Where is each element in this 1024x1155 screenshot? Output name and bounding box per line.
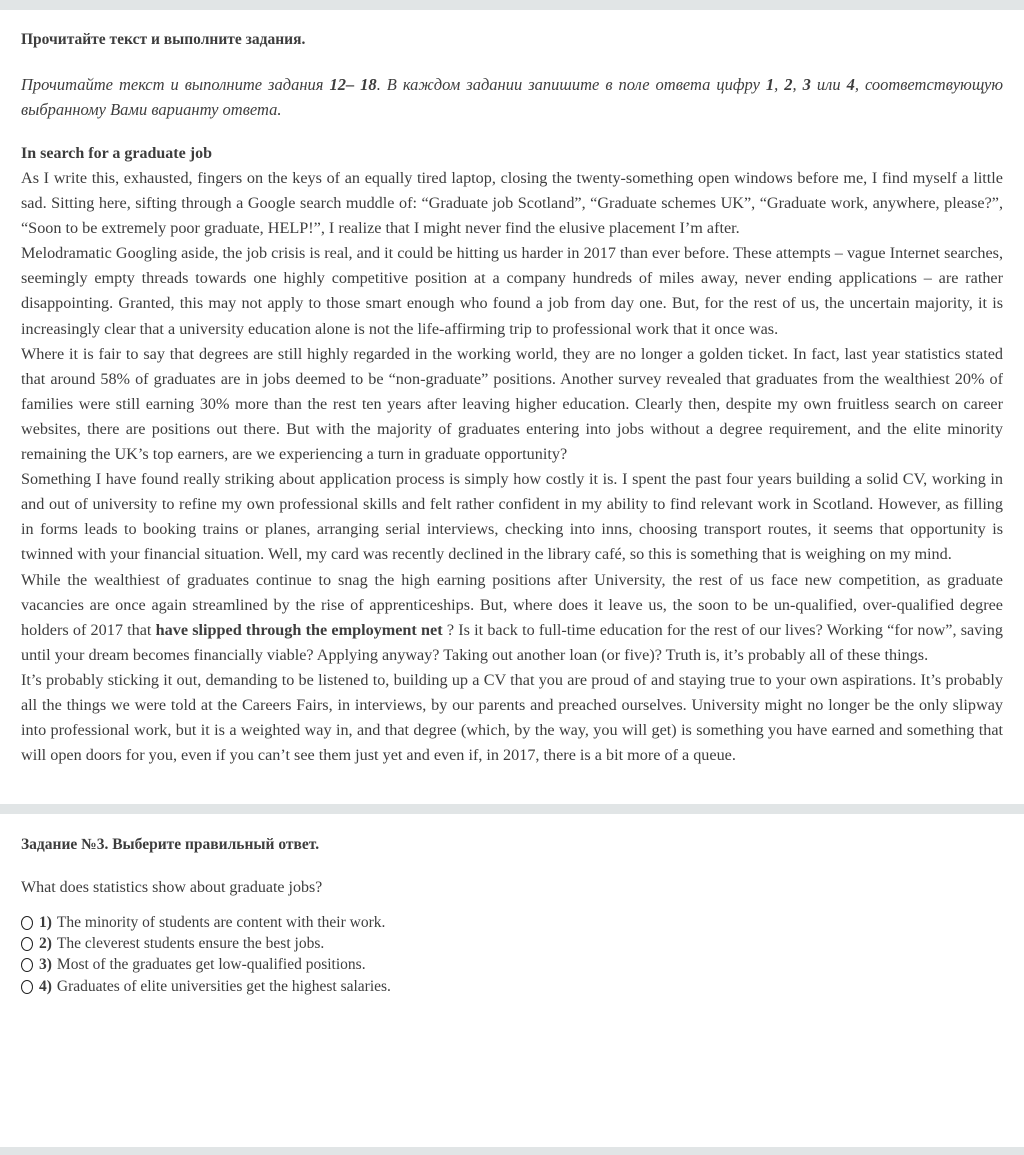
bottom-divider-bar bbox=[0, 1147, 1024, 1155]
radio-button-4[interactable] bbox=[21, 980, 33, 994]
option-number: 2) bbox=[39, 935, 52, 953]
answer-options bbox=[21, 912, 1003, 997]
option-label: Most of the graduates get low-qualified positions. bbox=[56, 956, 366, 974]
passage-paragraph: Something I have found really striking about application process is simply how costly it is. I spent the past four years building a solid CV, working in and out of university to refine my own professional skills and felt rather confident in my ability to find relevant work in Scotland. However, as filling in forms leads to booking trains or planes, arranging serial interviews, checking into inns, choosing transport routes, it seems that opportunity is twinned with your financial situation. Well, my card was recently declined in the library café, so this is something that is weighing on my mind. bbox=[21, 470, 1003, 564]
radio-button-3[interactable] bbox=[21, 958, 33, 972]
option-label: The cleverest students ensure the best jobs. bbox=[56, 935, 325, 953]
passage-paragraph: While the wealthiest of graduates continue to snag the high earning positions after University, the rest of us face new competition, as graduate vacancies are once again streamlined by the rise of apprenticeships. But, where does it leave us, the soon to be un-qualified, over-qualified degree holders of 2017 that have slipped through the employment net ? Is it back to full-time education for the rest of our lives? Working “for now”, saving until your dream becomes financially viable? Applying anyway? Taking out another loan (or five)? Truth is, it’s probably all of these things. bbox=[21, 570, 1003, 664]
answer-option-3[interactable] bbox=[21, 955, 1003, 976]
question-section bbox=[0, 835, 1024, 997]
task-title: Задание №3. Выберите правильный ответ. bbox=[21, 836, 320, 854]
option-label: The minority of students are content with their work. bbox=[56, 913, 386, 931]
option-number: 3) bbox=[39, 956, 52, 974]
reading-passage bbox=[21, 141, 1003, 768]
radio-button-2[interactable] bbox=[21, 937, 33, 951]
answer-option-4[interactable] bbox=[21, 976, 1003, 997]
passage-paragraph: It’s probably sticking it out, demanding to be listened to, building up a CV that you are proud of and staying true to your own aspirations. It’s probably all the things we were told at the Careers Fairs, in interviews, by our parents and preached ourselves. University might no longer be the only slipway into professional work, but it is a weighted way in, and that degree (which, by the way, you will get) is something you have earned and something that will open doors for you, even if you can’t see them just yet and even if, in 2017, there is a bit more of a queue. bbox=[21, 670, 1003, 765]
option-label: Graduates of elite universities get the highest salaries. bbox=[56, 977, 391, 995]
question-text: What does statistics show about graduate jobs? bbox=[21, 879, 323, 897]
option-number: 4) bbox=[39, 977, 52, 995]
passage-paragraph: Where it is fair to say that degrees are still highly regarded in the working world, they are no longer a golden ticket. In fact, last year statistics stated that around 58% of graduates are in jobs deemed to be “non-graduate” positions. Another survey revealed that graduates from the wealthiest 20% of families were still earning 30% more than the rest ten years after leaving higher education. Clearly then, despite my own fruitless search on career websites, there are positions out there. But with the majority of graduates entering into jobs without a degree requirement, and the elite minority remaining the UK’s top earners, are we experiencing a turn in graduate opportunity? bbox=[21, 344, 1003, 464]
passage-paragraph: Melodramatic Googling aside, the job crisis is real, and it could be hitting us harder in 2017 than ever before. These attempts – vague Internet searches, seemingly empty threads towards one highly competitive position at a company hundreds of miles away, never ending applications – are rather disappointing. Granted, this may not apply to those smart enough who found a job from day one. But, for the rest of us, the uncertain majority, it is increasingly clear that a university education alone is not the life-affirming trip to professional work that it once was. bbox=[21, 244, 1003, 338]
task-range-instruction: Прочитайте текст и выполните задания 12– 18. В каждом задании запишите в поле ответа цифру 1, 2, 3 или 4, соответствующую выбранному Вами варианту ответа. bbox=[21, 75, 1004, 119]
option-number: 1) bbox=[39, 913, 52, 931]
top-divider-bar bbox=[0, 0, 1024, 10]
radio-button-1[interactable] bbox=[21, 916, 33, 930]
answer-option-1[interactable] bbox=[21, 912, 1003, 933]
passage-title: In search for a graduate job bbox=[21, 145, 212, 162]
reading-section bbox=[0, 30, 1024, 768]
section-instruction: Прочитайте текст и выполните задания. bbox=[21, 31, 306, 48]
answer-option-2[interactable] bbox=[21, 934, 1003, 955]
section-divider-bar bbox=[0, 804, 1024, 814]
passage-paragraph: As I write this, exhausted, fingers on the keys of an equally tired laptop, closing the twenty-something open windows before me, I find myself a little sad. Sitting here, sifting through a Google search muddle of: “Graduate job Scotland”, “Graduate schemes UK”, “Graduate work, anywhere, please?”, “Soon to be extremely poor graduate, HELP!”, I realize that I might never find the elusive placement I’m after. bbox=[21, 169, 1003, 238]
